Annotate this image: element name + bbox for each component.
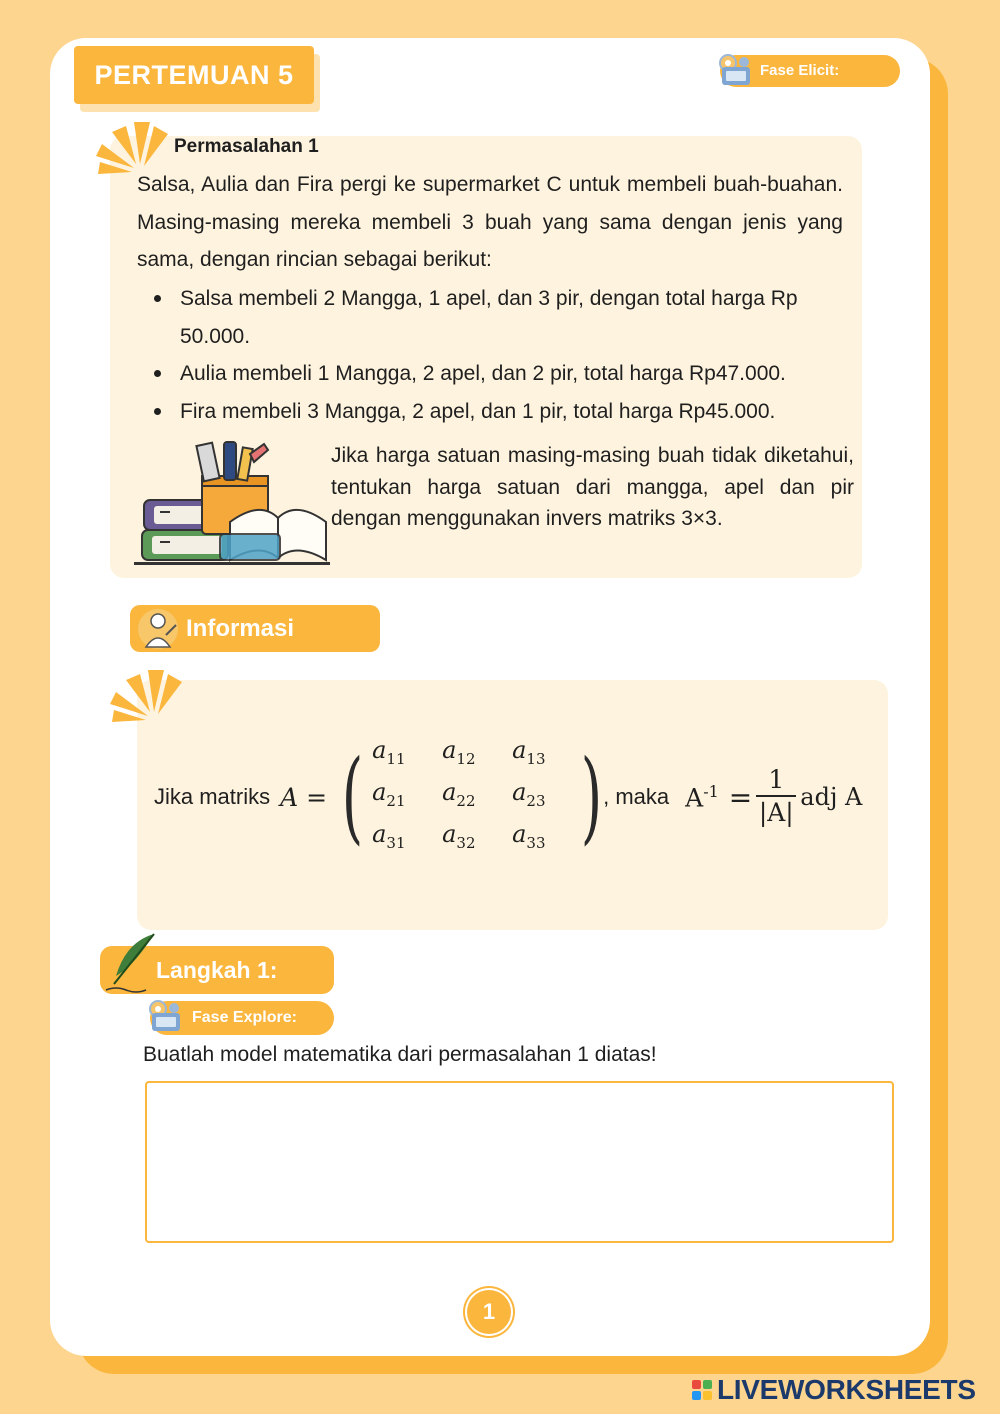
step-instruction: Buatlah model matematika dari permasalahan 1 diatas!	[143, 1043, 657, 1066]
fraction-denominator: |A|	[758, 798, 794, 827]
matrix-entry: $a_{12}$	[442, 736, 476, 769]
matrix-entry: $a_{32}$	[442, 819, 476, 852]
matrix-entry: $a_{22}$	[442, 778, 476, 810]
formula-suffix: adj A	[800, 783, 863, 811]
problem-question: Jika harga satuan masing-masing buah tidak diketahui, tentukan harga satuan dari mangga, apel dan pir dengan menggunakan invers matriks 3×3.	[331, 444, 854, 530]
phase-elicit-label: Fase Elicit:	[760, 62, 840, 79]
right-paren: )	[580, 738, 603, 855]
matrix-entry: $a_{31}$	[372, 819, 406, 852]
matrix-entry: $a_{11}$	[372, 736, 406, 769]
list-item: Fira membeli 3 Mangga, 2 apel, dan 1 pir, total harga Rp45.000.	[137, 393, 843, 431]
books-illustration	[130, 438, 332, 566]
quill-pen-icon	[104, 932, 160, 994]
info-section-label: Informasi	[186, 615, 295, 642]
inverse-symbol: $A^{-1}$	[685, 781, 719, 813]
list-item: Salsa membeli 2 Mangga, 1 apel, dan 3 pir, dengan total harga Rp 50.000.	[137, 280, 843, 355]
formula-connector: , maka	[603, 784, 670, 809]
gear-icon	[716, 53, 754, 89]
answer-textbox[interactable]	[145, 1081, 894, 1243]
liveworksheets-logo	[692, 1373, 976, 1407]
purchase-list	[137, 280, 843, 430]
formula-prefix: Jika matriks	[154, 784, 271, 809]
matrix-entry: $a_{13}$	[512, 736, 546, 769]
sunburst-icon	[108, 666, 188, 730]
phase-explore-label: Fase Explore:	[192, 1009, 297, 1026]
fraction-numerator: 1	[768, 765, 785, 794]
gear-icon	[146, 999, 184, 1035]
list-item: Aulia membeli 1 Mangga, 2 apel, dan 2 pir, total harga Rp47.000.	[137, 355, 843, 393]
matrix-entry: $a_{33}$	[512, 819, 546, 852]
matrix-entry: $a_{23}$	[512, 778, 546, 810]
fraction	[756, 765, 796, 829]
step-label: Langkah 1:	[156, 957, 278, 983]
info-section-header	[130, 605, 380, 652]
phase-elicit-badge	[720, 55, 900, 87]
page-title: PERTEMUAN 5	[74, 46, 314, 104]
phase-explore-badge	[150, 1001, 334, 1035]
left-paren: (	[341, 738, 364, 855]
liveworksheets-logo-icon	[692, 1380, 712, 1400]
matrix-entries	[372, 734, 572, 859]
problem-intro: Salsa, Aulia dan Fira pergi ke supermarket C untuk membeli buah-buahan. Masing-masing mereka membeli 3 buah yang sama dengan jenis yang sama, dengan rincian sebagai berikut:	[137, 173, 843, 271]
equals-sign: =	[728, 780, 753, 814]
problem-title: Permasalahan 1	[174, 136, 319, 157]
matrix-entry: $a_{21}$	[372, 778, 406, 810]
matrix-a	[333, 734, 611, 859]
liveworksheets-logo-text: LIVEWORKSHEETS	[717, 1374, 976, 1405]
teacher-icon	[136, 607, 180, 651]
step-section-header	[100, 946, 334, 994]
matrix-name: A =	[280, 782, 328, 812]
page-number: 1	[467, 1290, 511, 1334]
inverse-matrix-formula	[154, 736, 863, 855]
